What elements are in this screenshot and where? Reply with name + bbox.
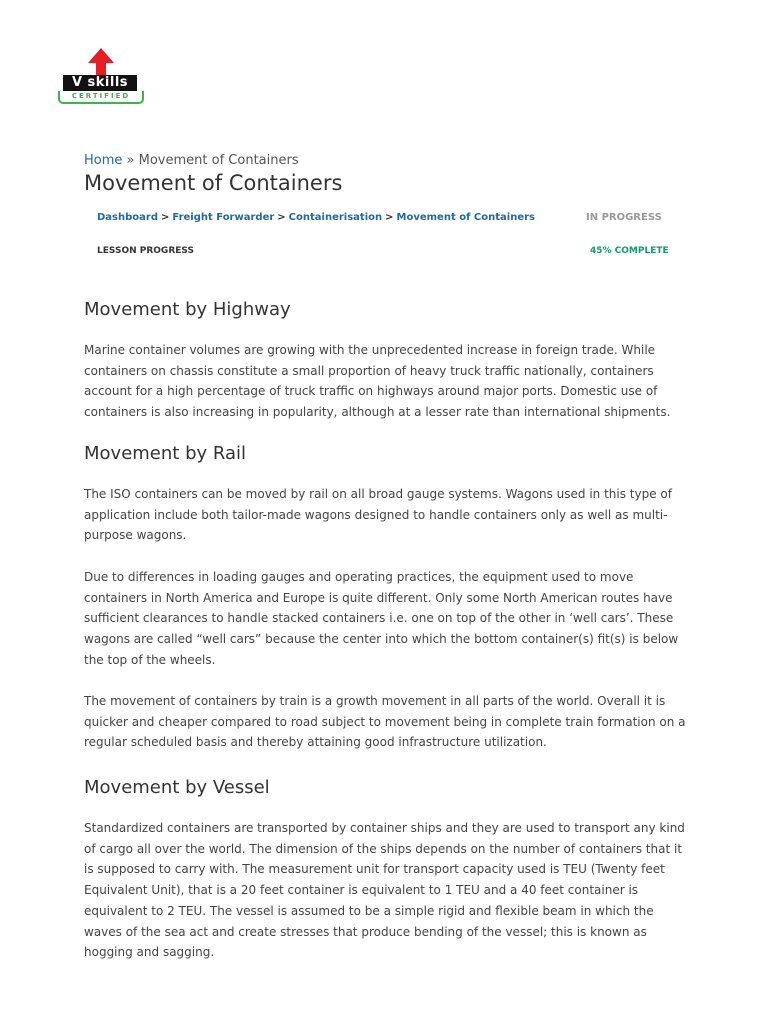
section-heading-highway: Movement by Highway [84,299,291,320]
lesson-crumb-separator: > [277,212,286,223]
vskills-logo[interactable] [57,46,143,106]
logo-certified-label: CERTIFIED [58,91,144,104]
breadcrumb [84,153,299,168]
section-paragraph: Standardized containers are transported by container ships and they are used to transport any kind of cargo all over the world. The dimension of the ships depends on the number of containers that it is supposed to carry with. The measurement unit for transport capacity used is TEU (Twenty feet Equivalent Unit), that is a 20 feet container is equivalent to 1 TEU and a 40 feet container is equivalent to 2 TEU. The vessel is assumed to be a simple rigid and flexible beam in which the waves of the sea act and create stresses that produce bending of the vessel; this is known as hogging and sagging. [84,821,685,960]
lesson-crumb-separator: > [161,212,170,223]
lesson-progress-value: 45% COMPLETE [590,246,669,256]
arrow-stem [96,62,106,76]
breadcrumb-current: Movement of Containers [138,153,299,168]
lesson-crumb-separator: > [385,212,394,223]
section-paragraph: The ISO containers can be moved by rail on all broad gauge systems. Wagons used in this type of application include both tailor-made wagons designed to handle containers only as well as multi-purpose wagons. [84,487,672,543]
lesson-breadcrumb [97,212,535,223]
lesson-crumb-dashboard[interactable]: Dashboard [97,212,158,223]
breadcrumb-home-link[interactable]: Home [84,153,123,168]
section-heading-vessel: Movement by Vessel [84,777,270,798]
arrow-up-icon [88,48,114,63]
section-paragraph: The movement of containers by train is a growth movement in all parts of the world. Overall it is quicker and cheaper compared to road subject to movement being in complete train formation on a regular scheduled basis and thereby attaining good infrastructure utilization. [84,694,686,750]
section-heading-rail: Movement by Rail [84,443,247,464]
page-title: Movement of Containers [84,171,343,195]
lesson-crumb-course[interactable]: Freight Forwarder [172,212,275,223]
lesson-crumb-topic[interactable]: Movement of Containers [396,212,535,223]
lesson-progress-label: LESSON PROGRESS [97,246,194,256]
logo-wordmark: V skills [63,75,137,91]
lesson-status-badge: IN PROGRESS [586,212,662,223]
lesson-crumb-lesson[interactable]: Containerisation [288,212,383,223]
section-paragraph: Marine container volumes are growing with the unprecedented increase in foreign trade. While containers on chassis constitute a small proportion of heavy truck traffic nationally, containers account for a high percentage of truck traffic on highways around major ports. Domestic use of containers is also increasing in popularity, although at a lesser rate than international shipments. [84,343,671,420]
section-paragraph: Due to differences in loading gauges and operating practices, the equipment used to move containers in North America and Europe is quite different. Only some North American routes have sufficient clearances to handle stacked containers i.e. one on top of the other in ‘well cars’. These wagons are called “well cars” because the center into which the bottom container(s) fit(s) is below the top of the wheels. [84,570,679,667]
breadcrumb-separator: » [126,153,135,168]
